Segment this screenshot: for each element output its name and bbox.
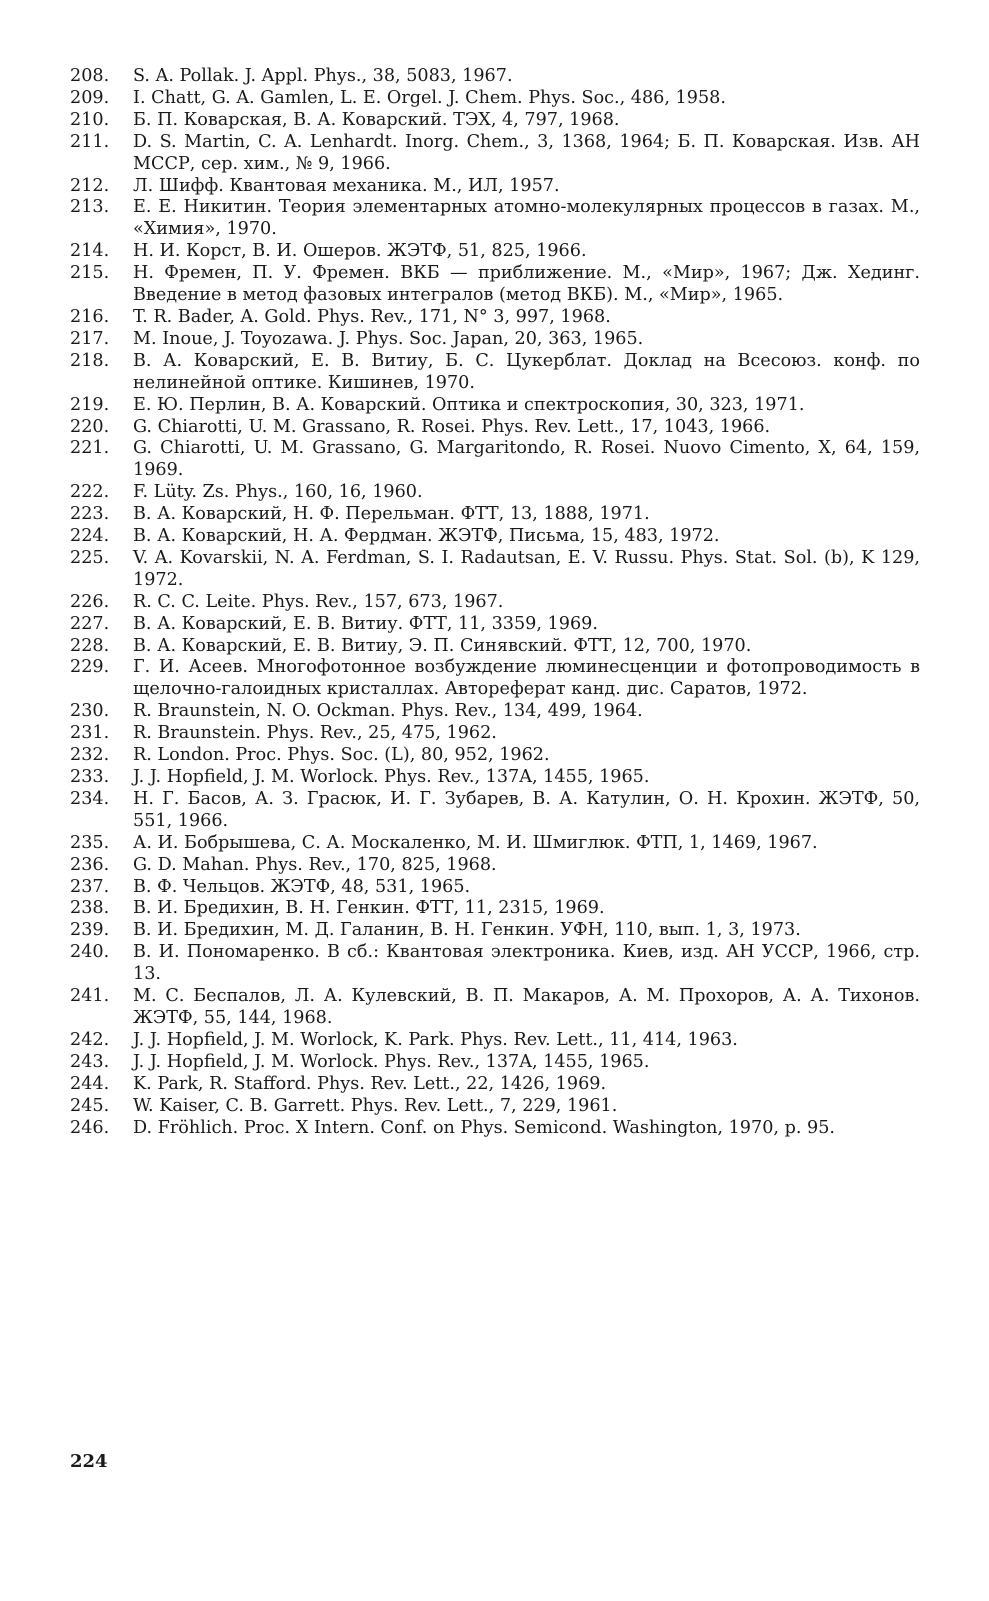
reference-item bbox=[70, 482, 920, 504]
reference-item bbox=[70, 898, 920, 920]
reference-text: T. R. Bader, A. Gold. Phys. Rev., 171, N° 3, 997, 1968. bbox=[133, 306, 611, 327]
reference-number: 218. bbox=[70, 350, 110, 371]
reference-text: Е. Е. Никитин. Теория элементарных атомно-молекулярных процессов в газах. М., «Химия», 1970. bbox=[133, 197, 920, 240]
reference-text: K. Park, R. Stafford. Phys. Rev. Lett., 22, 1426, 1969. bbox=[133, 1073, 607, 1094]
reference-number: 232. bbox=[70, 745, 110, 766]
reference-number: 229. bbox=[70, 657, 110, 678]
reference-number: 217. bbox=[70, 328, 110, 349]
reference-number: 234. bbox=[70, 788, 110, 809]
reference-item bbox=[70, 132, 920, 176]
reference-number: 239. bbox=[70, 920, 110, 941]
reference-number: 210. bbox=[70, 109, 110, 130]
reference-text: G. D. Mahan. Phys. Rev., 170, 825, 1968. bbox=[133, 854, 497, 875]
reference-text: Н. Фремен, П. У. Фремен. ВКБ — приближение. М., «Мир», 1967; Дж. Хединг. Введение в метод фазовых интегралов (метод ВКБ). М., «Мир», 1965. bbox=[133, 263, 920, 306]
reference-text: R. Braunstein, N. O. Ockman. Phys. Rev., 134, 499, 1964. bbox=[133, 701, 643, 722]
reference-text: М. С. Беспалов, Л. А. Кулевский, В. П. Макаров, А. М. Прохоров, А. А. Тихонов. ЖЭТФ, 55, 144, 1968. bbox=[133, 986, 920, 1028]
reference-text: R. Braunstein. Phys. Rev., 25, 475, 1962. bbox=[133, 723, 497, 744]
reference-text: В. Ф. Чельцов. ЖЭТФ, 48, 531, 1965. bbox=[133, 876, 471, 897]
reference-item bbox=[70, 657, 920, 701]
reference-item bbox=[70, 1052, 920, 1074]
reference-item bbox=[70, 526, 920, 548]
reference-number: 230. bbox=[70, 701, 110, 722]
reference-number: 214. bbox=[70, 241, 110, 262]
reference-text: J. J. Hopfield, J. M. Worlock. Phys. Rev., 137A, 1455, 1965. bbox=[133, 767, 650, 787]
reference-number: 240. bbox=[70, 942, 110, 963]
reference-number: 213. bbox=[70, 197, 110, 218]
reference-number: 219. bbox=[70, 394, 110, 415]
reference-number: 241. bbox=[70, 986, 110, 1007]
reference-number: 224. bbox=[70, 526, 110, 547]
reference-item bbox=[70, 110, 920, 132]
reference-text: W. Kaiser, C. B. Garrett. Phys. Rev. Lett., 7, 229, 1961. bbox=[133, 1095, 618, 1116]
reference-number: 211. bbox=[70, 131, 110, 152]
reference-number: 231. bbox=[70, 723, 110, 744]
reference-number: 235. bbox=[70, 832, 110, 853]
reference-number: 245. bbox=[70, 1095, 110, 1116]
reference-item bbox=[70, 789, 920, 833]
reference-item bbox=[70, 66, 920, 88]
reference-text: G. Chiarotti, U. M. Grassano, R. Rosei. Phys. Rev. Lett., 17, 1043, 1966. bbox=[133, 416, 771, 437]
reference-number: 236. bbox=[70, 854, 110, 875]
reference-text: F. Lüty. Zs. Phys., 160, 16, 1960. bbox=[133, 482, 423, 503]
reference-text: А. И. Бобрышева, С. А. Москаленко, М. И. Шмиглюк. ФТП, 1, 1469, 1967. bbox=[133, 832, 818, 853]
reference-number: 244. bbox=[70, 1073, 110, 1094]
reference-text: S. A. Pollak. J. Appl. Phys., 38, 5083, 1967. bbox=[133, 66, 513, 86]
reference-item bbox=[70, 833, 920, 855]
reference-text: D. S. Martin, C. A. Lenhardt. Inorg. Chem., 3, 1368, 1964; Б. П. Коварская. Изв. АН МССР, сер. хим., № 9, 1966. bbox=[133, 131, 920, 174]
reference-item bbox=[70, 877, 920, 899]
reference-text: В. А. Коварский, Н. Ф. Перельман. ФТТ, 13, 1888, 1971. bbox=[133, 504, 650, 525]
reference-item bbox=[70, 351, 920, 395]
reference-text: Е. Ю. Перлин, В. А. Коварский. Оптика и спектроскопия, 30, 323, 1971. bbox=[133, 394, 805, 415]
reference-number: 209. bbox=[70, 87, 110, 108]
reference-item bbox=[70, 1030, 920, 1052]
reference-text: V. A. Kovarskii, N. A. Ferdman, S. I. Radautsan, E. V. Russu. Phys. Stat. Sol. (b), K 129, 1972. bbox=[133, 547, 920, 590]
reference-item bbox=[70, 241, 920, 263]
reference-item bbox=[70, 592, 920, 614]
reference-item bbox=[70, 920, 920, 942]
reference-number: 227. bbox=[70, 613, 110, 634]
reference-item bbox=[70, 636, 920, 658]
reference-number: 222. bbox=[70, 482, 110, 503]
reference-number: 215. bbox=[70, 263, 110, 284]
reference-text: D. Fröhlich. Proc. X Intern. Conf. on Phys. Semicond. Washington, 1970, p. 95. bbox=[133, 1117, 835, 1138]
reference-text: В. И. Бредихин, В. Н. Генкин. ФТТ, 11, 2315, 1969. bbox=[133, 898, 605, 919]
reference-item bbox=[70, 88, 920, 110]
reference-number: 237. bbox=[70, 876, 110, 897]
reference-text: В. А. Коварский, Е. В. Витиу, Б. С. Цукерблат. Доклад на Всесоюз. конф. по нелинейной оптике. Кишинев, 1970. bbox=[133, 350, 920, 393]
reference-item bbox=[70, 504, 920, 526]
reference-item bbox=[70, 176, 920, 198]
reference-text: M. Inoue, J. Toyozawa. J. Phys. Soc. Japan, 20, 363, 1965. bbox=[133, 328, 644, 349]
reference-item bbox=[70, 1118, 920, 1140]
reference-list bbox=[70, 66, 920, 1139]
reference-text: I. Chatt, G. A. Gamlen, L. E. Orgel. J. Chem. Phys. Soc., 486, 1958. bbox=[133, 87, 726, 108]
reference-text: В. А. Коварский, Н. А. Фердман. ЖЭТФ, Письма, 15, 483, 1972. bbox=[133, 526, 720, 547]
reference-item bbox=[70, 329, 920, 351]
reference-item bbox=[70, 197, 920, 241]
reference-item bbox=[70, 307, 920, 329]
reference-text: Н. И. Корст, В. И. Ошеров. ЖЭТФ, 51, 825, 1966. bbox=[133, 241, 587, 262]
reference-item bbox=[70, 745, 920, 767]
reference-text: В. А. Коварский, Е. В. Витиу, Э. П. Синявский. ФТТ, 12, 700, 1970. bbox=[133, 635, 752, 656]
reference-item bbox=[70, 701, 920, 723]
reference-number: 223. bbox=[70, 504, 110, 525]
reference-item bbox=[70, 723, 920, 745]
reference-text: Н. Г. Басов, А. З. Грасюк, И. Г. Зубарев, В. А. Катулин, О. Н. Крохин. ЖЭТФ, 50, 551, 1966. bbox=[133, 788, 920, 831]
reference-item bbox=[70, 395, 920, 417]
reference-item bbox=[70, 548, 920, 592]
page-number: 224 bbox=[70, 1451, 108, 1472]
reference-item bbox=[70, 767, 920, 789]
reference-item bbox=[70, 942, 920, 986]
reference-text: В. И. Бредихин, М. Д. Галанин, В. Н. Генкин. УФН, 110, вып. 1, 3, 1973. bbox=[133, 920, 801, 941]
reference-item bbox=[70, 986, 920, 1030]
reference-text: J. J. Hopfield, J. M. Worlock, K. Park. Phys. Rev. Lett., 11, 414, 1963. bbox=[133, 1029, 738, 1050]
reference-number: 243. bbox=[70, 1051, 110, 1072]
reference-text: В. И. Пономаренко. В сб.: Квантовая электроника. Киев, изд. АН УССР, 1966, стр. 13. bbox=[133, 942, 920, 985]
reference-text: J. J. Hopfield, J. M. Worlock. Phys. Rev., 137A, 1455, 1965. bbox=[133, 1051, 650, 1072]
reference-item bbox=[70, 263, 920, 307]
reference-item bbox=[70, 1096, 920, 1118]
reference-item bbox=[70, 1074, 920, 1096]
reference-text: Л. Шифф. Квантовая механика. М., ИЛ, 1957. bbox=[133, 175, 560, 196]
reference-number: 216. bbox=[70, 306, 110, 327]
reference-number: 228. bbox=[70, 635, 110, 656]
reference-number: 220. bbox=[70, 416, 110, 437]
reference-number: 238. bbox=[70, 898, 110, 919]
reference-number: 246. bbox=[70, 1117, 110, 1138]
reference-number: 208. bbox=[70, 66, 110, 86]
reference-text: R. C. C. Leite. Phys. Rev., 157, 673, 1967. bbox=[133, 591, 504, 612]
reference-number: 221. bbox=[70, 438, 110, 459]
reference-item bbox=[70, 855, 920, 877]
reference-text: В. А. Коварский, Е. В. Витиу. ФТТ, 11, 3359, 1969. bbox=[133, 613, 598, 634]
reference-number: 226. bbox=[70, 591, 110, 612]
reference-text: Г. И. Асеев. Многофотонное возбуждение люминесценции и фотопроводимость в щелочно-галоидных кристаллах. Автореферат канд. дис. Саратов, 1972. bbox=[133, 657, 920, 700]
reference-item bbox=[70, 438, 920, 482]
reference-item bbox=[70, 417, 920, 439]
reference-text: G. Chiarotti, U. M. Grassano, G. Margaritondo, R. Rosei. Nuovo Cimento, X, 64, 159, 1969. bbox=[133, 438, 920, 481]
reference-number: 233. bbox=[70, 767, 110, 787]
reference-item bbox=[70, 614, 920, 636]
reference-text: Б. П. Коварская, В. А. Коварский. ТЭХ, 4, 797, 1968. bbox=[133, 109, 620, 130]
reference-text: R. London. Proc. Phys. Soc. (L), 80, 952, 1962. bbox=[133, 745, 550, 766]
reference-number: 225. bbox=[70, 547, 110, 568]
reference-number: 242. bbox=[70, 1029, 110, 1050]
reference-number: 212. bbox=[70, 175, 110, 196]
